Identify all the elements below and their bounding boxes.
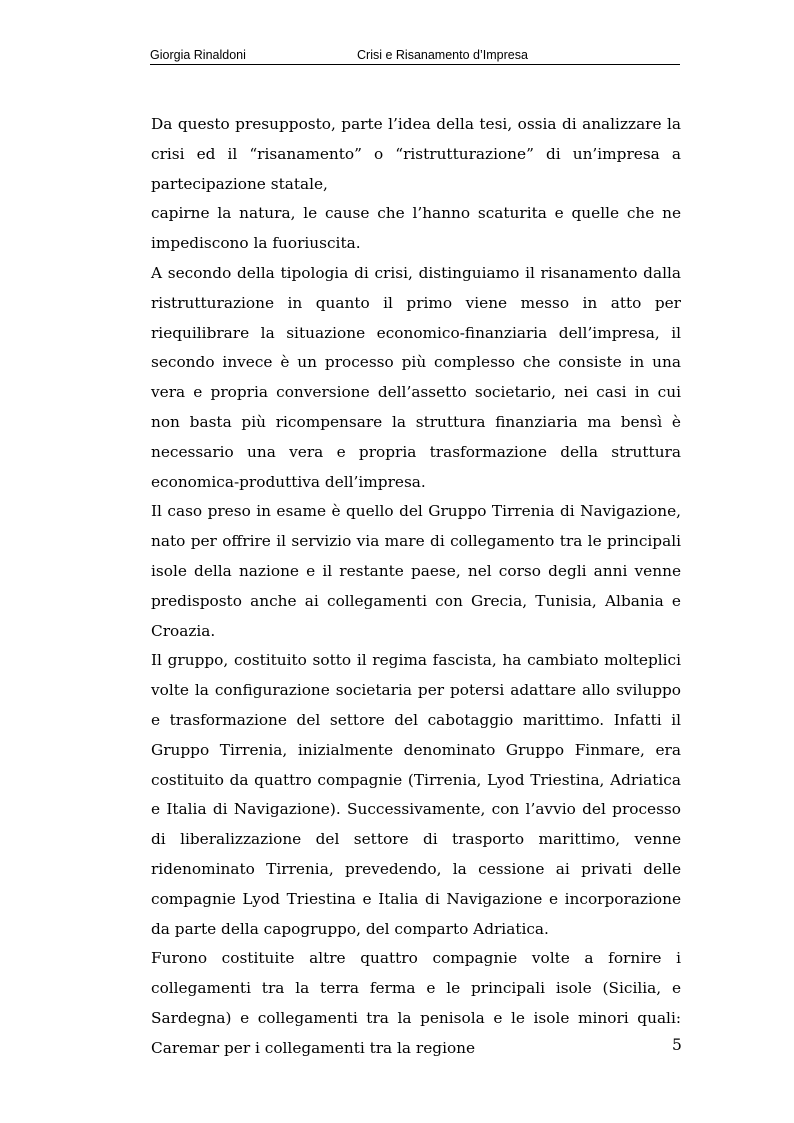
paragraph: capirne la natura, le cause che l’hanno scaturita e quelle che ne impediscono la fuoriuscita. <box>151 204 681 253</box>
paragraph: Il caso preso in esame è quello del Gruppo Tirrenia di Navigazione, nato per offrire il servizio via mare di collegamento tra le principali isole della nazione e il restante paese, nel corso degli anni venne predisposto anche ai collegamenti con Grecia, Tunisia, Albania e Croazia. <box>151 502 681 640</box>
paragraph: Il gruppo, costituito sotto il regima fascista, ha cambiato molteplici volte la configurazione societaria per potersi adattare allo sviluppo e trasformazione del settore del cabotaggio marittimo. Infatti il Gruppo Tirrenia, inizialmente denominato Gruppo Finmare, era costituito da quattro compagnie (Tirrenia, Lyod Triestina, Adriatica e Italia di Navigazione). Successivamente, con l’avvio del processo di liberalizzazione del settore di trasporto marittimo, venne ridenominato Tirrenia, prevedendo, la cessione ai privati delle compagnie Lyod Triestina e Italia di Navigazione e incorporazione da parte della capogruppo, del comparto Adriatica. <box>151 651 681 938</box>
header-author: Giorgia Rinaldoni <box>150 48 246 62</box>
page-number: 5 <box>672 1036 682 1054</box>
body-text <box>151 110 681 1064</box>
paragraph: Da questo presupposto, parte l’idea della tesi, ossia di analizzare la crisi ed il “risanamento” o “ristrutturazione” di un’impresa a partecipazione statale, <box>151 115 681 193</box>
page-header <box>150 44 680 65</box>
paragraph: Furono costituite altre quattro compagnie volte a fornire i collegamenti tra la terra ferma e le principali isole (Sicilia, e Sardegna) e collegamenti tra la penisola e le isole minori quali: Caremar per i collegamenti tra la regione <box>151 949 681 1057</box>
header-title: Crisi e Risanamento d’Impresa <box>357 48 528 62</box>
paragraph: A secondo della tipologia di crisi, distinguiamo il risanamento dalla ristrutturazione in quanto il primo viene messo in atto per riequilibrare la situazione economico-finanziaria dell’impresa, il secondo invece è un processo più complesso che consiste in una vera e propria conversione dell’assetto societario, nei casi in cui non basta più ricompensare la struttura finanziaria ma bensì è necessario una vera e propria trasformazione della struttura economica-produttiva dell’impresa. <box>151 263 681 491</box>
